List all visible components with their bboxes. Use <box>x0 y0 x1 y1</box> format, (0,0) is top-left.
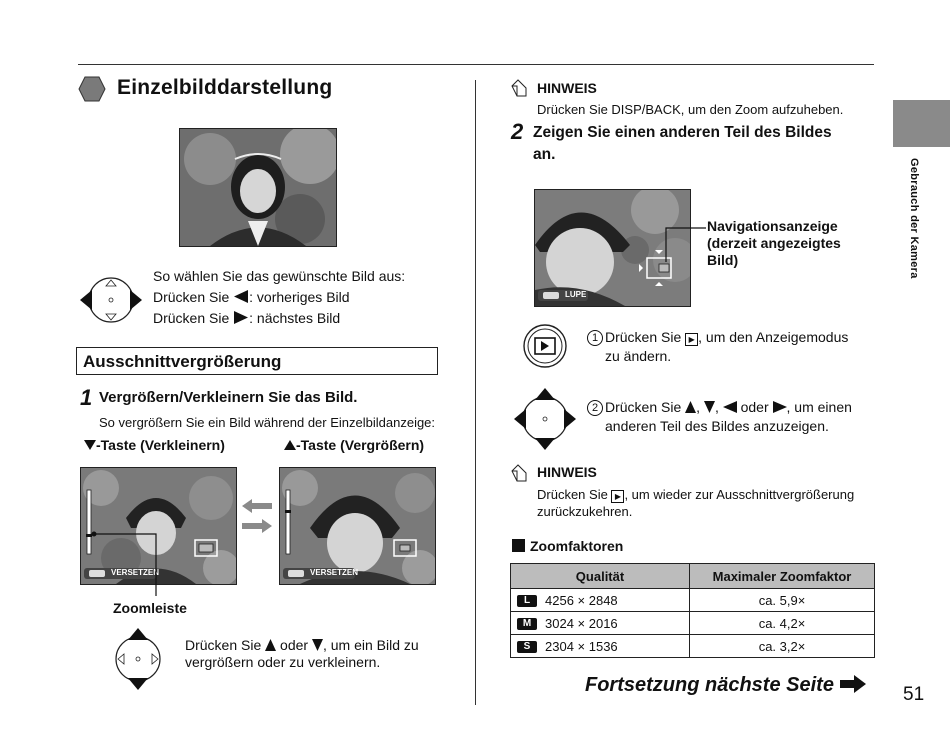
factor-cell: ca. 4,2× <box>690 612 875 635</box>
select-next: Drücken Sie : nächstes Bild <box>153 310 341 326</box>
note1-title: HINWEIS <box>537 80 597 96</box>
note-icon <box>509 78 529 98</box>
key-zoom-in-label: -Taste (Vergrößern) <box>284 437 424 453</box>
table-row <box>511 612 875 635</box>
zoomfactor-table <box>510 563 875 658</box>
note2-line1: Drücken Sie ▶ , um wieder zur Ausschnittvergrößerung <box>537 487 855 502</box>
select-instruction: So wählen Sie das gewünschte Bild aus: <box>153 268 406 284</box>
badge-versetzen: VERSETZEN <box>111 568 160 577</box>
step-1-number: 1 <box>80 385 93 410</box>
note1-text: Drücken Sie DISP/BACK, um den Zoom aufzuheben. <box>537 102 844 117</box>
arrow-down-icon <box>84 439 96 451</box>
table-row <box>511 635 875 658</box>
col-max-zoom: Maximaler Zoomfaktor <box>690 564 875 589</box>
crop-heading: Ausschnittvergrößerung <box>76 347 438 375</box>
step-2-line1: Zeigen Sie einen anderen Teil des Bildes <box>533 124 832 141</box>
select-prev: Drücken Sie : vorheriges Bild <box>153 289 350 305</box>
note2-title: HINWEIS <box>537 464 597 480</box>
instr2-line1: 2 Drücken Sie , , oder , um einen <box>587 397 852 417</box>
arrow-left-icon <box>723 401 737 413</box>
factor-cell: ca. 3,2× <box>690 635 875 658</box>
step-1-subtext: So vergrößern Sie ein Bild während der Einzelbildanzeige: <box>99 415 436 430</box>
instr2-line2: anderen Teil des Bildes anzuzeigen. <box>605 418 829 434</box>
arrow-left-icon <box>233 290 249 303</box>
zoom-hint-line2: vergrößern oder zu verkleinern. <box>185 654 381 670</box>
chapter-label: Gebrauch der Kamera <box>908 158 920 279</box>
square-bullet-icon <box>512 539 525 552</box>
swap-arrows-icon <box>240 497 274 537</box>
key-zoom-out-label: -Taste (Verkleinern) <box>84 437 225 453</box>
step-1-text: Vergrößern/Verkleinern Sie das Bild. <box>99 389 358 406</box>
dpad-up-down-icon <box>113 626 163 692</box>
factor-cell: ca. 5,9× <box>690 589 875 612</box>
nav-callout-line <box>660 226 708 266</box>
arrow-right-icon <box>233 311 249 324</box>
playback-button-icon <box>522 323 568 369</box>
badge-lupe: LUPE <box>565 290 587 299</box>
portrait-photo <box>179 128 337 247</box>
col-quality: Qualität <box>511 564 690 589</box>
hexagon-icon <box>78 76 106 102</box>
column-divider <box>475 80 476 705</box>
quality-badge: M <box>517 618 537 630</box>
table-row <box>511 589 875 612</box>
section-title: Einzelbilddarstellung <box>117 76 333 99</box>
quality-cell: L 4256 × 2848 <box>511 589 690 612</box>
zoomfactors-title: Zoomfaktoren <box>530 538 624 554</box>
zoom-hint-line1: Drücken Sie oder , um ein Bild zu <box>185 637 419 653</box>
top-rule <box>78 64 874 65</box>
arrow-right-bold-icon <box>840 675 866 693</box>
badge-versetzen-2: VERSETZEN <box>310 568 359 577</box>
note2-line2: zurückzukehren. <box>537 504 633 519</box>
zoom-photo-large <box>279 467 436 585</box>
continue-next-page: Fortsetzung nächste Seite <box>585 674 866 697</box>
dpad-all-icon <box>512 386 578 452</box>
arrow-down-icon <box>312 639 323 651</box>
zoom-bar-callout-line <box>90 530 160 600</box>
arrow-up-icon <box>284 439 296 451</box>
instr1-line2: zu ändern. <box>605 348 672 364</box>
step-2-number: 2 <box>511 119 524 144</box>
page-number: 51 <box>903 684 925 705</box>
nav-label: Navigationsanzeige (derzeit angezeigtes Bild) <box>707 218 841 268</box>
zoom-bar-label: Zoomleiste <box>113 600 187 616</box>
quality-badge: L <box>517 595 537 607</box>
quality-cell: M 3024 × 2016 <box>511 612 690 635</box>
chapter-tab <box>893 100 950 147</box>
instr1-line1: 1 Drücken Sie ▶ , um den Anzeigemodus <box>587 327 848 347</box>
quality-badge: S <box>517 641 537 653</box>
arrow-down-icon <box>704 401 715 413</box>
play-mini-icon: ▶ <box>685 333 698 346</box>
note-icon-2 <box>509 463 529 483</box>
arrow-up-icon <box>685 401 696 413</box>
quality-cell: S 2304 × 1536 <box>511 635 690 658</box>
table-header-row <box>511 564 875 589</box>
arrow-right-icon <box>773 401 787 413</box>
play-mini-icon-2: ▶ <box>611 490 624 503</box>
arrow-up-icon <box>265 639 276 651</box>
dpad-left-right-icon <box>78 275 144 325</box>
step-2-line2: an. <box>533 146 556 163</box>
